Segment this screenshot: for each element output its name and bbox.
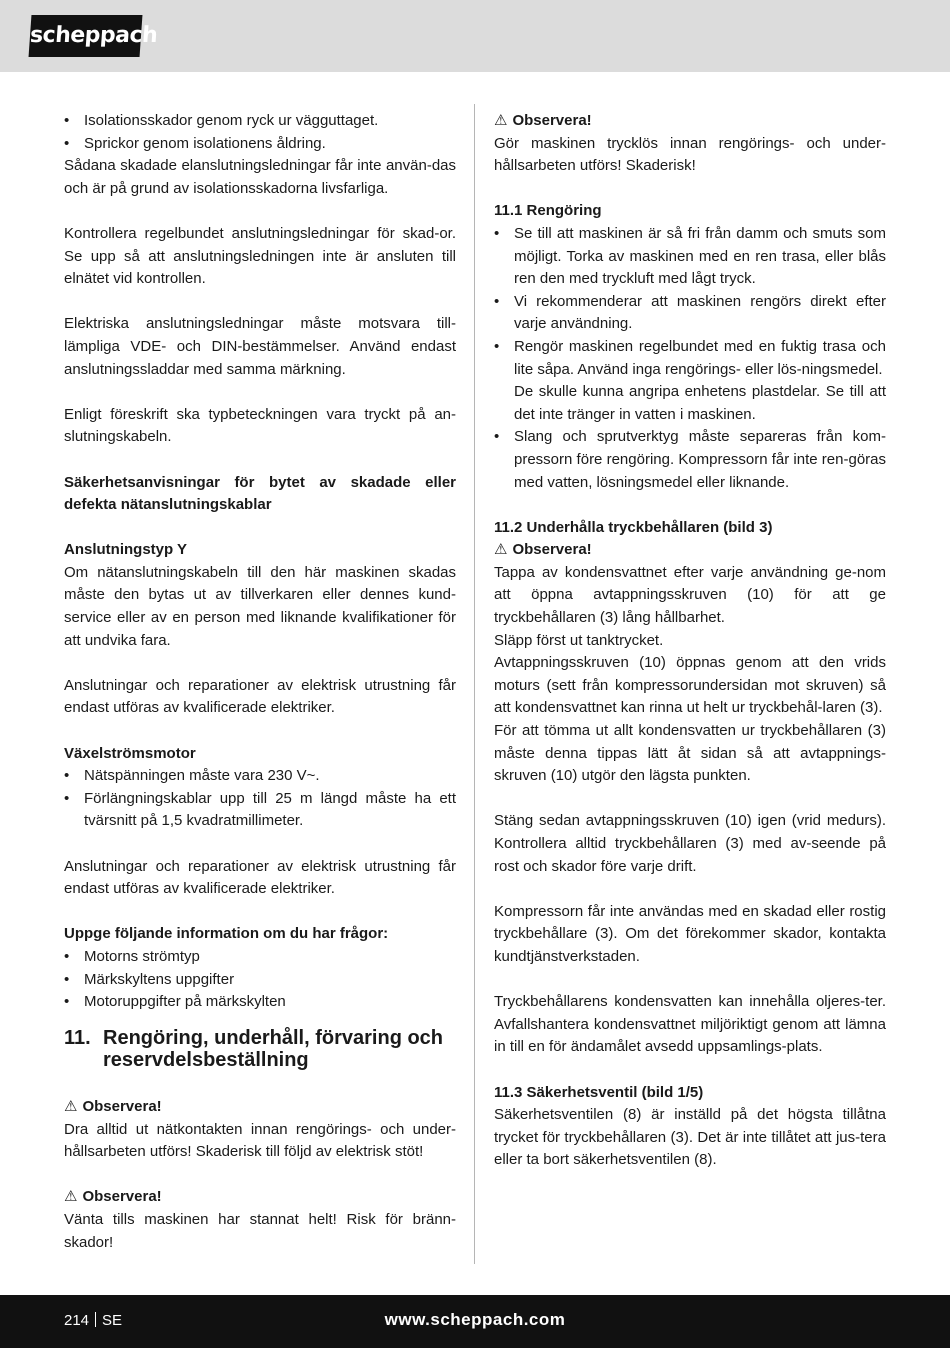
list-item: • Vi rekommenderar att maskinen rengörs direkt efter varje användning. — [494, 291, 886, 336]
paragraph: Tryckbehållarens kondensvatten kan innehålla oljeres-ter. Avfallshantera kondensvattnet miljöriktigt genom att lämna in till en för ändamålet avsedd uppsamlings-plats. — [494, 993, 886, 1056]
paragraph: Kontrollera regelbundet anslutningsledningar för skad-or. Se upp så att anslutningsledningen inte är ansluten till elnätet vid kontrollen. — [64, 224, 456, 288]
paragraph: Dra alltid ut nätkontakten innan rengörings- och under-hållsarbeten utförs! Skaderisk till följd av elektrisk stöt! — [64, 1120, 456, 1161]
page-number: 214 SE — [64, 1312, 123, 1329]
section-heading: Uppge följande information om du har frågor: — [64, 925, 389, 943]
list-item: • Slang och sprutverktyg måste separeras från kom-pressorn före rengöring. Kompressorn får inte ren-göras med vatten, lösningsmedel eller liknande. — [494, 426, 886, 494]
paragraph: Kompressorn får inte användas med en skadad eller rostig tryckbehållare (3). Om det förekommer skador, kontakta kundtjänstverkstaden. — [494, 902, 886, 965]
paragraph: Gör maskinen trycklös innan rengörings- och under-hållsarbeten utförs! Skaderisk! — [494, 134, 886, 175]
section-heading: Anslutningstyp Y — [64, 541, 188, 559]
paragraph: Anslutningar och reparationer av elektrisk utrustning får endast utföras av kvalificerade elektriker. — [64, 857, 456, 898]
list-item: • Motoruppgifter på märkskylten — [64, 991, 456, 1014]
left-column — [64, 110, 456, 1254]
warning-icon: ⚠ — [494, 112, 508, 129]
list-item: • Märkskyltens uppgifter — [64, 969, 456, 992]
paragraph: Om nätanslutningskabeln till den här maskinen skadas måste den bytas ut av tillverkaren eller dennes kund-service eller av en person med liknande kvalifikationer för att undvika fara. — [64, 563, 456, 649]
paragraph: Avtappningsskruven (10) öppnas genom att den vrids moturs (sett från kompressorundersidan mot skruven) så att kondensvattnet kan rinna ut helt ur tryckbehål-laren (3). — [494, 654, 886, 717]
list-item: • Motorns strömtyp — [64, 946, 456, 969]
section-heading: Säkerhetsanvisningar för bytet av skadade eller defekta nätanslutningskablar — [64, 473, 456, 514]
paragraph: Stäng sedan avtappningsskruven (10) igen (vrid medurs). Kontrollera alltid tryckbehållaren (3) med av-seende på rost och skador före varje drift. — [494, 812, 886, 875]
warning-icon: ⚠ — [64, 1188, 78, 1206]
section-heading: Växelströmsmotor — [64, 744, 196, 762]
section-heading: 11.3 Säkerhetsventil (bild 1/5) — [494, 1083, 704, 1101]
list-item: • Rengör maskinen regelbundet med en fuktig trasa och lite såpa. Använd inga rengörings- eller lös-ningsmedel. — [494, 336, 886, 381]
paragraph: Säkerhetsventilen (8) är inställd på det högsta tillåtna trycket för tryckbehållaren (3). Det är inte tillåtet att jus-tera eller ta bort säkerhetsventilen (8). — [494, 1106, 886, 1169]
paragraph: Sådana skadade elanslutningsledningar får inte använ-das och är på grund av isolationsskadorna livsfarliga. — [64, 157, 456, 197]
list-item: • Förlängningskablar upp till 25 m längd måste ha ett tvärsnitt på 1,5 kvadratmillimeter. — [64, 788, 456, 833]
scheppach-logo: scheppach — [29, 15, 143, 57]
chapter-number: 11. — [64, 1026, 91, 1049]
list-item: • Isolationsskador genom ryck ur vägguttaget. — [64, 110, 456, 133]
list-item: • Sprickor genom isolationens åldring. — [64, 133, 456, 156]
warning-heading: ⚠ Observera! — [64, 1186, 456, 1209]
warning-heading: ⚠ Observera! — [494, 110, 886, 133]
list-item: • Se till att maskinen är så fri från damm och smuts som möjligt. Torka av maskinen med en ren trasa, eller blås ren den med tryckluft med lågt tryck. — [494, 223, 886, 291]
page-footer — [0, 1295, 950, 1348]
chapter-title: Rengöring, underhåll, förvaring och reservdelsbeställning — [103, 1026, 444, 1072]
section-heading: 11.2 Underhålla tryckbehållaren (bild 3) — [494, 518, 773, 536]
chapter-heading — [64, 1027, 456, 1072]
warning-icon: ⚠ — [494, 541, 508, 559]
paragraph: För att tömma ut allt kondensvatten ur tryckbehållaren (3) måste denna tippas lätt åt sidan så att avtappnings-skruven (10) utgör den lägsta punkten. — [494, 722, 886, 785]
section-heading: 11.1 Rengöring — [494, 202, 602, 220]
paragraph: Tappa av kondensvattnet efter varje användning ge-nom att öppna avtappningsskruven (10) för att ge tryckbehållaren (3) lång hållbarhet. — [494, 563, 886, 627]
paragraph: Anslutningar och reparationer av elektrisk utrustning får endast utföras av kvalificerade elektriker. — [64, 676, 456, 717]
warning-icon: ⚠ — [64, 1097, 78, 1115]
paragraph: Enligt föreskrift ska typbeteckningen vara tryckt på an-slutningskabeln. — [64, 405, 456, 446]
paragraph: Elektriska anslutningsledningar måste motsvara till-lämpliga VDE- och DIN-bestämmelser. Använd endast anslutningssladdar med samma märkning. — [64, 315, 456, 378]
paragraph: Vänta tills maskinen har stannat helt! Risk för bränn-skador! — [64, 1210, 456, 1251]
warning-heading: ⚠ Observera! — [64, 1096, 456, 1119]
paragraph: Släpp först ut tanktrycket. — [494, 631, 664, 649]
column-divider — [474, 104, 475, 1264]
list-item-continuation: De skulle kunna angripa enhetens plastdelar. Se till att det inte tränger in vatten i maskinen. — [514, 383, 886, 423]
warning-heading: ⚠ Observera! — [494, 539, 886, 562]
list-item: • Nätspänningen måste vara 230 V~. — [64, 765, 456, 788]
page-header — [0, 0, 950, 72]
website-url: www.scheppach.com — [384, 1310, 566, 1329]
right-column — [494, 110, 886, 1172]
